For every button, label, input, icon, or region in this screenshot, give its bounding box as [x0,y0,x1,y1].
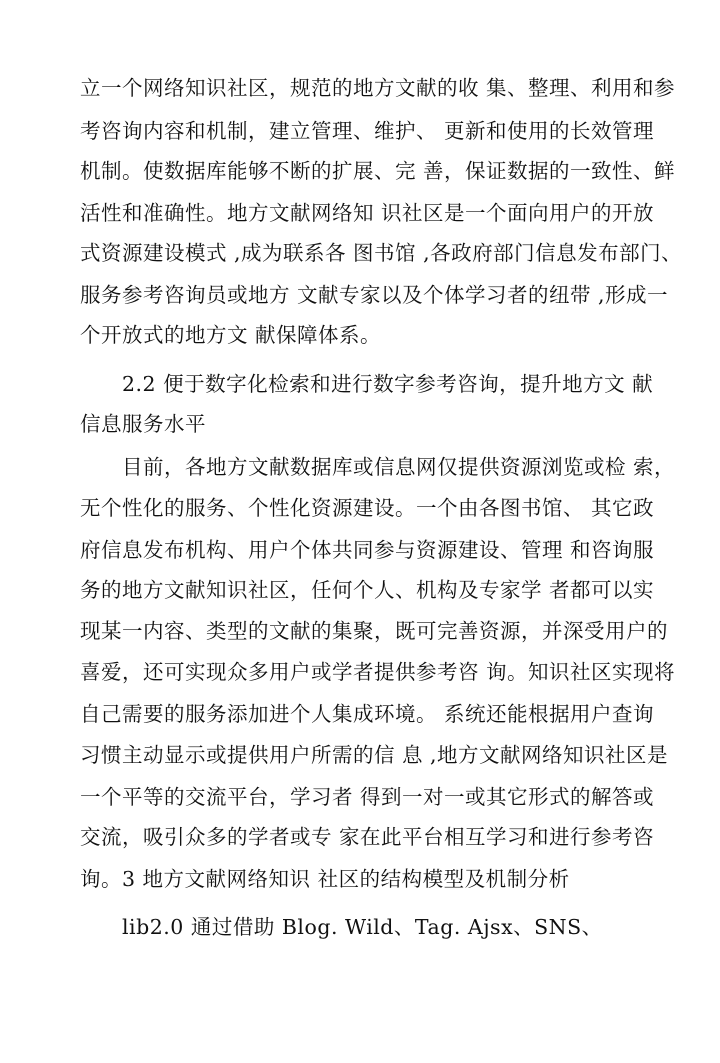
paragraph-line: 现某一内容、类型的文献的集聚，既可完善资源，并深受用户的 [80,619,668,643]
paragraph-line: 立一个网络知识社区，规范的地方文献的收 集、整理、利用和参 [80,76,676,100]
paragraph-line: 无个性化的服务、个性化资源建设。一个由各图书馆、 其它政 [80,496,655,520]
paragraph-line: 服务参考咨询员或地方 文献专家以及个体学习者的纽带 ,形成一 [80,283,669,307]
paragraph-line: 式资源建设模式 ,成为联系各 图书馆 ,各政府部门信息发布部门、 [80,241,683,265]
section-heading-line: 信息服务水平 [80,412,206,436]
paragraph-line: 询。3 地方文献网络知识 社区的结构模型及机制分析 [80,867,570,891]
paragraph-line: 机制。使数据库能够不断的扩展、完 善，保证数据的一致性、鲜 [80,159,676,183]
paragraph-line: 务的地方文献知识社区，任何个人、机构及专家学 者都可以实 [80,578,655,602]
paragraph-line: lib2.0 通过借助 Blog. Wild、Tag. Ajsx、SNS、 [122,915,603,939]
paragraph-line: 活性和准确性。地方文献网络知 识社区是一个面向用户的开放 [80,201,655,225]
section-heading-line: 2.2 便于数字化检索和进行数字参考咨询，提升地方文 献 [122,372,654,396]
paragraph-line: 一个平等的交流平台，学习者 得到一对一或其它形式的解答或 [80,785,655,809]
paragraph-line: 考咨询内容和机制，建立管理、维护、 更新和使用的长效管理 [80,119,655,143]
paragraph-line: 目前，各地方文献数据库或信息网仅提供资源浏览或检 索， [122,455,676,479]
paragraph-line: 自己需要的服务添加进个人集成环境。 系统还能根据用户查询 [80,702,655,726]
paragraph-line: 交流，吸引众多的学者或专 家在此平台相互学习和进行参考咨 [80,825,655,849]
paragraph-line: 习惯主动显示或提供用户所需的信 息 ,地方文献网络知识社区是 [80,743,669,767]
paragraph-line: 个开放式的地方文 献保障体系。 [80,323,382,347]
paragraph-line: 喜爱，还可实现众多用户或学者提供参考咨 询。知识社区实现将 [80,660,676,684]
paragraph-line: 府信息发布机构、用户个体共同参与资源建设、管理 和咨询服 [80,538,655,562]
